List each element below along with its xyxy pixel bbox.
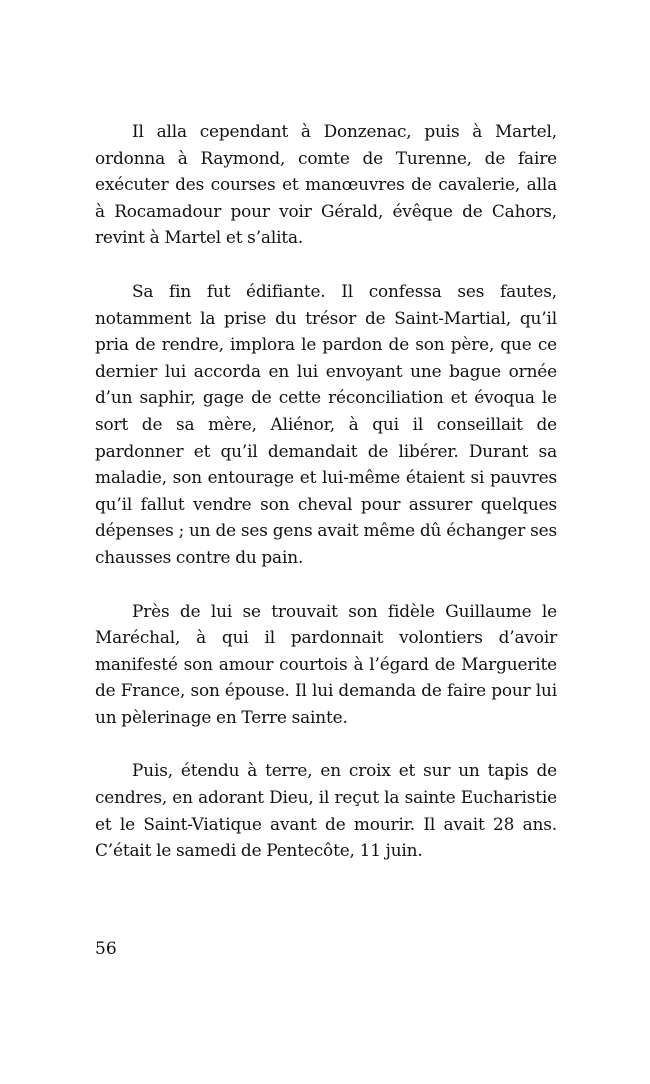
paragraph-4: Puis, étendu à terre, en croix et sur un tapis de cendres, en adorant Dieu, il reçut la sainte Eucharistie et le Saint-Viatique avant de mourir. Il avait 28 ans. C’était le samedi de Pentecôte, 11 juin. — [95, 760, 557, 861]
page-number: 56 — [95, 939, 117, 959]
paragraph-3: Près de lui se trouvait son fidèle Guillaume le Maréchal, à qui il pardonnait volontiers d’avoir manifesté son amour courtois à l’égard de Marguerite de France, son épouse. Il lui demanda de faire pour lui un pèlerinage en Terre sainte. — [95, 600, 557, 727]
paragraph-1: Il alla cependant à Donzenac, puis à Martel, ordonna à Raymond, comte de Turenne, de faire exécuter des courses et manœuvres de cavalerie, alla à Rocamadour pour voir Gérald, évêque de Cahors, revint à Martel et s’alita. — [95, 121, 557, 248]
paragraph-2: Sa fin fut édifiante. Il confessa ses fautes, notamment la prise du trésor de Saint-Martial, qu’il pria de rendre, implora le pardon de son père, que ce dernier lui accorda en lui envoyant une bague ornée d’un saphir, gage de cette réconciliation et évoqua le sort de sa mère, Aliénor, à qui il conseillait de pardonner et qu’il demandait de libérer. Durant sa maladie, son entourage et lui-même étaient si pauvres qu’il fallut vendre son cheval pour assurer quelques dépenses ; un de ses gens avait même dû échanger ses chausses contre du pain. — [95, 280, 557, 567]
page-body — [95, 118, 557, 891]
